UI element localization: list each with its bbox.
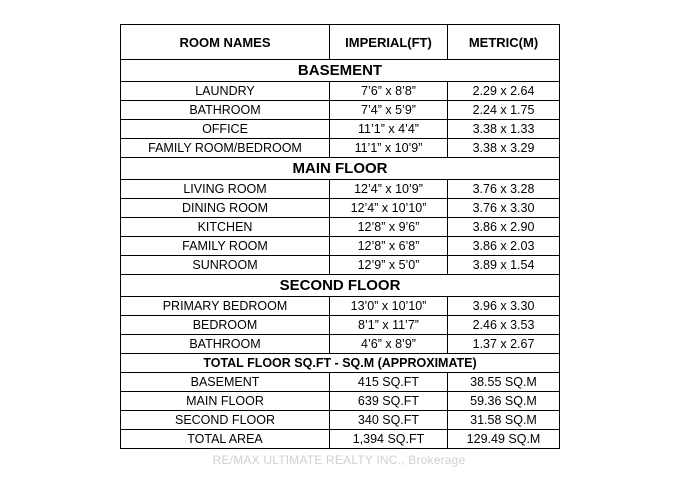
- header-metric: METRIC(M): [448, 25, 560, 60]
- table-row: [121, 392, 560, 411]
- table-body: [121, 25, 560, 449]
- table-row: [121, 373, 560, 392]
- room-name-cell: SUNROOM: [121, 256, 330, 275]
- table-row: [121, 101, 560, 120]
- table-row: [121, 82, 560, 101]
- metric-cell: 3.89 x 1.54: [448, 256, 560, 275]
- imperial-cell: 12’4” x 10’9”: [330, 180, 448, 199]
- table-row: [121, 180, 560, 199]
- total-label-cell: TOTAL AREA: [121, 430, 330, 449]
- metric-cell: 3.38 x 1.33: [448, 120, 560, 139]
- section-header-row: [121, 275, 560, 297]
- section-title: MAIN FLOOR: [121, 158, 560, 180]
- imperial-cell: 7’6” x 8’8”: [330, 82, 448, 101]
- total-metric-cell: 38.55 SQ.M: [448, 373, 560, 392]
- section-title: BASEMENT: [121, 60, 560, 82]
- room-name-cell: FAMILY ROOM: [121, 237, 330, 256]
- table-row: [121, 199, 560, 218]
- metric-cell: 3.86 x 2.03: [448, 237, 560, 256]
- room-name-cell: PRIMARY BEDROOM: [121, 297, 330, 316]
- total-label-cell: MAIN FLOOR: [121, 392, 330, 411]
- total-label-cell: BASEMENT: [121, 373, 330, 392]
- section-header-row: [121, 158, 560, 180]
- imperial-cell: 12’8” x 9’6”: [330, 218, 448, 237]
- header-row: [121, 25, 560, 60]
- imperial-cell: 12’9” x 5’0”: [330, 256, 448, 275]
- total-imperial-cell: 639 SQ.FT: [330, 392, 448, 411]
- table-row: [121, 430, 560, 449]
- imperial-cell: 11’1” x 4’4”: [330, 120, 448, 139]
- room-name-cell: BEDROOM: [121, 316, 330, 335]
- brokerage-watermark: RE/MAX ULTIMATE REALTY INC., Brokerage: [212, 453, 466, 467]
- room-name-cell: OFFICE: [121, 120, 330, 139]
- imperial-cell: 4’6” x 8’9”: [330, 335, 448, 354]
- table-row: [121, 120, 560, 139]
- totals-header-row: [121, 354, 560, 373]
- room-name-cell: DINING ROOM: [121, 199, 330, 218]
- table-row: [121, 218, 560, 237]
- table-row: [121, 411, 560, 430]
- header-room-names: ROOM NAMES: [121, 25, 330, 60]
- total-imperial-cell: 1,394 SQ.FT: [330, 430, 448, 449]
- table-row: [121, 139, 560, 158]
- imperial-cell: 7’4” x 5’9”: [330, 101, 448, 120]
- total-metric-cell: 31.58 SQ.M: [448, 411, 560, 430]
- total-metric-cell: 59.36 SQ.M: [448, 392, 560, 411]
- room-name-cell: BATHROOM: [121, 101, 330, 120]
- room-name-cell: FAMILY ROOM/BEDROOM: [121, 139, 330, 158]
- section-header-row: [121, 60, 560, 82]
- room-name-cell: BATHROOM: [121, 335, 330, 354]
- room-name-cell: LAUNDRY: [121, 82, 330, 101]
- table-row: [121, 237, 560, 256]
- table-row: [121, 316, 560, 335]
- imperial-cell: 13’0” x 10’10”: [330, 297, 448, 316]
- metric-cell: 2.29 x 2.64: [448, 82, 560, 101]
- metric-cell: 1.37 x 2.67: [448, 335, 560, 354]
- imperial-cell: 8’1” x 11’7”: [330, 316, 448, 335]
- room-name-cell: KITCHEN: [121, 218, 330, 237]
- room-name-cell: LIVING ROOM: [121, 180, 330, 199]
- metric-cell: 3.76 x 3.28: [448, 180, 560, 199]
- table-row: [121, 256, 560, 275]
- metric-cell: 3.96 x 3.30: [448, 297, 560, 316]
- metric-cell: 2.24 x 1.75: [448, 101, 560, 120]
- total-label-cell: SECOND FLOOR: [121, 411, 330, 430]
- imperial-cell: 12’8” x 6’8”: [330, 237, 448, 256]
- section-title: SECOND FLOOR: [121, 275, 560, 297]
- total-imperial-cell: 340 SQ.FT: [330, 411, 448, 430]
- metric-cell: 2.46 x 3.53: [448, 316, 560, 335]
- metric-cell: 3.38 x 3.29: [448, 139, 560, 158]
- table-row: [121, 297, 560, 316]
- metric-cell: 3.86 x 2.90: [448, 218, 560, 237]
- totals-title: TOTAL FLOOR SQ.FT - SQ.M (APPROXIMATE): [121, 354, 560, 373]
- total-imperial-cell: 415 SQ.FT: [330, 373, 448, 392]
- total-metric-cell: 129.49 SQ.M: [448, 430, 560, 449]
- imperial-cell: 12’4” x 10’10”: [330, 199, 448, 218]
- metric-cell: 3.76 x 3.30: [448, 199, 560, 218]
- imperial-cell: 11’1” x 10’9”: [330, 139, 448, 158]
- room-dimensions-table: [120, 24, 560, 449]
- header-imperial: IMPERIAL(FT): [330, 25, 448, 60]
- table-row: [121, 335, 560, 354]
